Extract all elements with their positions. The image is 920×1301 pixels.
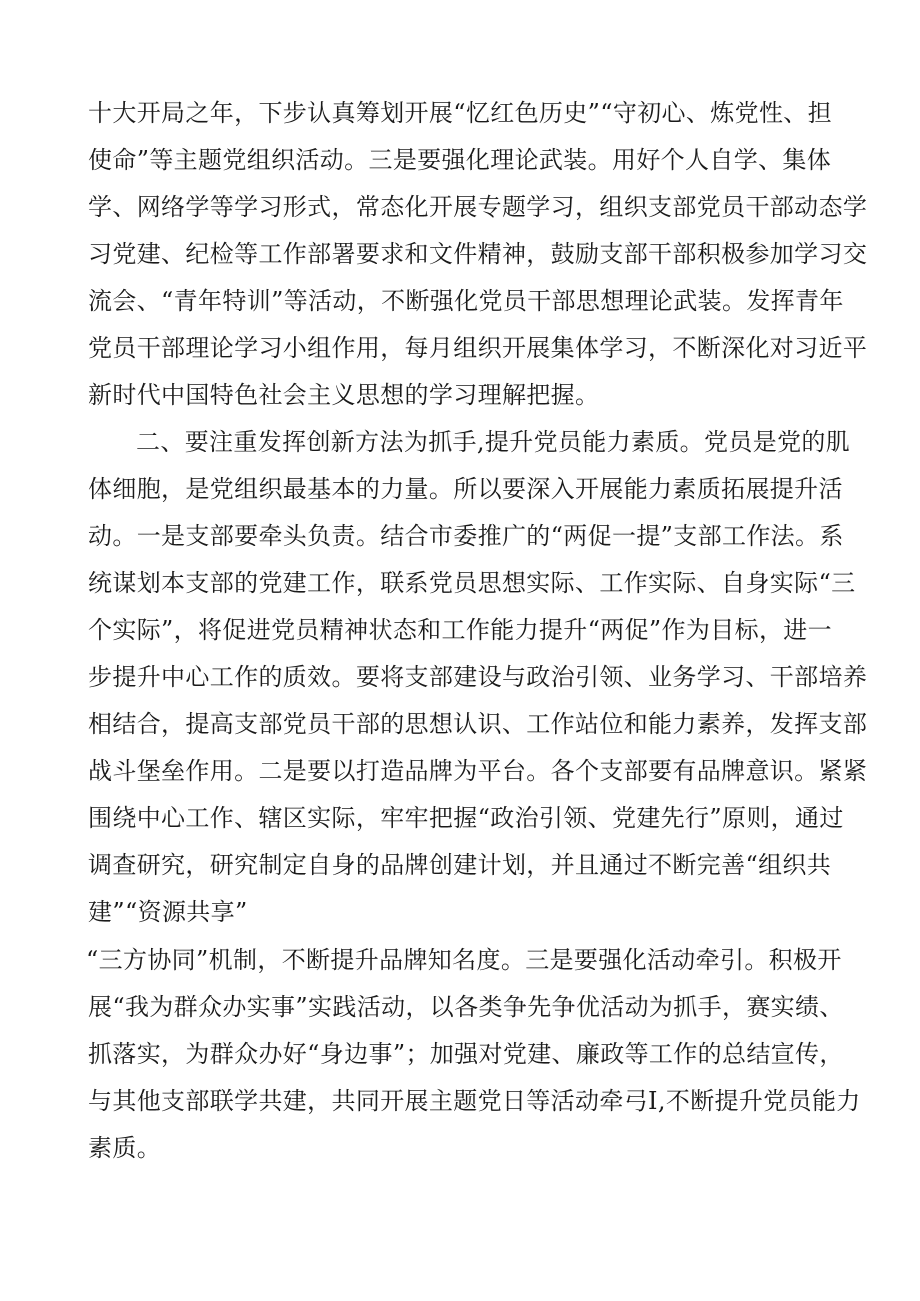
text-line: 步提升中心工作的质效。要将支部建设与政治引领、业务学习、干部培养	[88, 663, 868, 691]
text-line: “三方协同”机制，不断提升品牌知名度。三是要强化活动牵引。积极开	[86, 946, 842, 974]
text-line: 学、网络学等学习形式，常态化开展专题学习，组织支部党员干部动态学	[88, 193, 868, 221]
text-line: 统谋划本支部的党建工作，联系党员思想实际、工作实际、自身实际“三	[88, 569, 856, 597]
text-line: 展“我为群众办实事”实践活动，以各类争先争优活动为抓手，赛实绩、	[88, 993, 844, 1021]
text-line: 相结合，提高支部党员干部的思想认识、工作站位和能力素养，发挥支部	[88, 710, 868, 738]
text-line: 动。一是支部要牵头负责。结合市委推广的“两促一提”支部工作法。系	[88, 522, 844, 550]
paragraph-start-line: 二、要注重发挥创新方法为抓手,提升党员能力素质。党员是党的肌	[136, 428, 851, 456]
text-line: 使命”等主题党组织活动。三是要强化理论武装。用好个人自学、集体	[88, 146, 832, 174]
text-line: 新时代中国特色社会主义思想的学习理解把握。	[88, 381, 600, 409]
text-line: 与其他支部联学共建，共同开展主题党日等活动牵弓I,不断提升党员能力	[88, 1087, 861, 1115]
text-line: 围绕中心工作、辖区实际，牢牢把握“政治引领、党建先行”原则，通过	[88, 804, 844, 832]
text-line: 个实际”，将促进党员精神状态和工作能力提升“两促”作为目标，进一	[88, 616, 833, 644]
text-line: 战斗堡垒作用。二是要以打造品牌为平台。各个支部要有品牌意识。紧紧	[88, 757, 868, 785]
text-line: 十大开局之年，下步认真筹划开展“忆红色历史”“守初心、炼党性、担	[88, 99, 833, 127]
text-line: 素质。	[88, 1134, 162, 1162]
text-line: 流会、“青年特训”等活动，不断强化党员干部思想理论武装。发挥青年	[88, 287, 844, 315]
text-line: 建”“资源共享”	[88, 898, 248, 926]
text-line: 习党建、纪检等工作部署要求和文件精神，鼓励支部干部积极参加学习交	[88, 240, 868, 268]
text-line: 体细胞，是党组织最基本的力量。所以要深入开展能力素质拓展提升活	[88, 475, 843, 503]
text-line: 党员干部理论学习小组作用，每月组织开展集体学习，不断深化对习近平	[88, 334, 868, 362]
text-line: 抓落实，为群众办好“身边事”；加强对党建、廉政等工作的总结宣传，	[88, 1040, 844, 1068]
text-line: 调查研究，研究制定自身的品牌创建计划，并且通过不断完善“组织共	[88, 851, 832, 879]
